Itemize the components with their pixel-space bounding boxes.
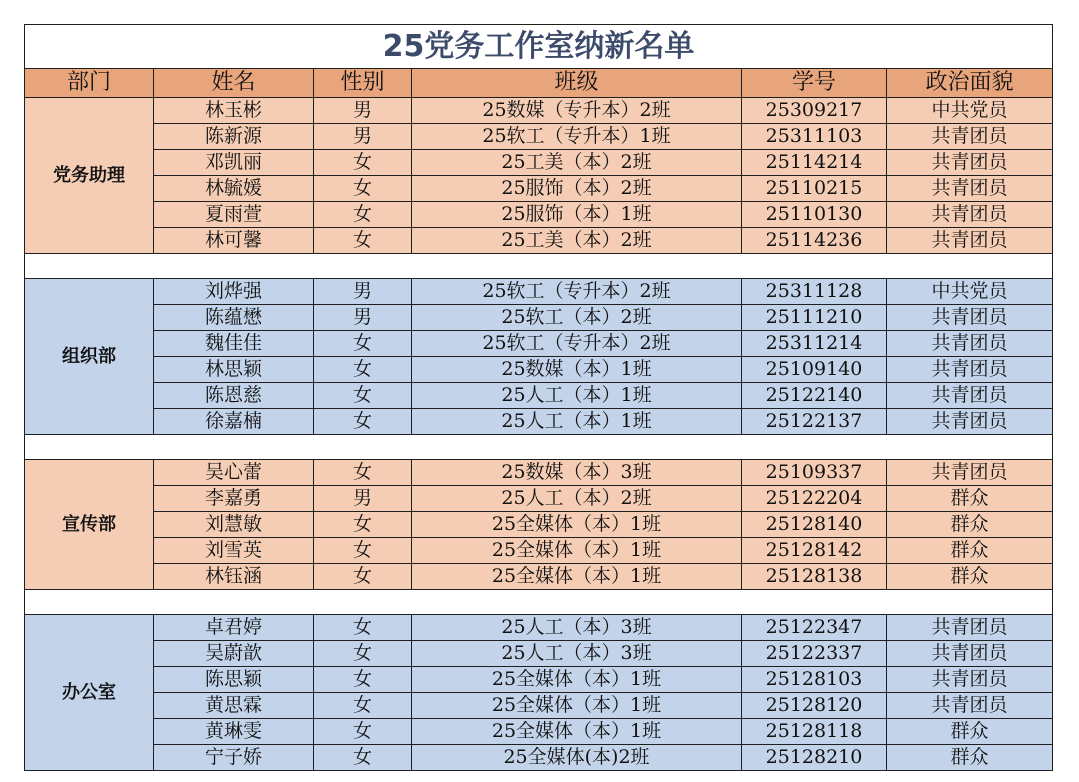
political-status-cell: 群众 <box>887 512 1053 538</box>
class-cell: 25人工（本）2班 <box>412 486 742 512</box>
name-cell: 刘雪英 <box>154 538 314 564</box>
class-cell: 25全媒体(本)2班 <box>412 745 742 771</box>
student-id-cell: 25128103 <box>742 667 887 693</box>
class-cell: 25工美（本）2班 <box>412 150 742 176</box>
political-status-cell: 共青团员 <box>887 460 1053 486</box>
table-row <box>25 202 1053 228</box>
student-id-cell: 25109337 <box>742 460 887 486</box>
political-status-cell: 共青团员 <box>887 228 1053 254</box>
gender-cell: 女 <box>314 331 412 357</box>
name-cell: 宁子娇 <box>154 745 314 771</box>
political-status-cell: 共青团员 <box>887 357 1053 383</box>
name-cell: 林思颖 <box>154 357 314 383</box>
class-cell: 25服饰（本）1班 <box>412 202 742 228</box>
political-status-cell: 共青团员 <box>887 202 1053 228</box>
student-id-cell: 25122347 <box>742 615 887 641</box>
table-row <box>25 564 1053 590</box>
gender-cell: 男 <box>314 305 412 331</box>
header-row <box>25 69 1053 98</box>
class-cell: 25全媒体（本）1班 <box>412 538 742 564</box>
student-id-cell: 25311103 <box>742 124 887 150</box>
name-cell: 吴心蕾 <box>154 460 314 486</box>
student-id-cell: 25128120 <box>742 693 887 719</box>
spacer-row <box>25 254 1053 279</box>
gender-cell: 男 <box>314 124 412 150</box>
gender-cell: 女 <box>314 383 412 409</box>
gender-cell: 女 <box>314 176 412 202</box>
table-row <box>25 641 1053 667</box>
dept-cell: 办公室 <box>25 615 154 771</box>
student-id-cell: 25114214 <box>742 150 887 176</box>
name-cell: 陈蕴懋 <box>154 305 314 331</box>
political-status-cell: 共青团员 <box>887 409 1053 435</box>
student-id-cell: 25311214 <box>742 331 887 357</box>
name-cell: 陈恩慈 <box>154 383 314 409</box>
student-id-cell: 25122137 <box>742 409 887 435</box>
name-cell: 黄思霖 <box>154 693 314 719</box>
gender-cell: 女 <box>314 409 412 435</box>
class-cell: 25人工（本）3班 <box>412 641 742 667</box>
table-row <box>25 331 1053 357</box>
name-cell: 李嘉勇 <box>154 486 314 512</box>
name-cell: 林可馨 <box>154 228 314 254</box>
table-row <box>25 176 1053 202</box>
student-id-cell: 25128142 <box>742 538 887 564</box>
gender-cell: 女 <box>314 564 412 590</box>
student-id-cell: 25128138 <box>742 564 887 590</box>
political-status-cell: 共青团员 <box>887 693 1053 719</box>
class-cell: 25服饰（本）2班 <box>412 176 742 202</box>
name-cell: 邓凯丽 <box>154 150 314 176</box>
gender-cell: 女 <box>314 228 412 254</box>
class-cell: 25全媒体（本）1班 <box>412 667 742 693</box>
class-cell: 25数媒（专升本）2班 <box>412 98 742 124</box>
name-cell: 陈思颖 <box>154 667 314 693</box>
class-cell: 25全媒体（本）1班 <box>412 564 742 590</box>
gender-cell: 女 <box>314 667 412 693</box>
class-cell: 25软工（专升本）2班 <box>412 279 742 305</box>
table-row <box>25 486 1053 512</box>
gender-cell: 女 <box>314 512 412 538</box>
class-cell: 25软工（本）2班 <box>412 305 742 331</box>
header-dept: 部门 <box>25 69 154 98</box>
title-row <box>25 25 1053 69</box>
sheet-title: 25党务工作室纳新名单 <box>25 25 1053 69</box>
student-id-cell: 25128118 <box>742 719 887 745</box>
student-id-cell: 25122140 <box>742 383 887 409</box>
header-name: 姓名 <box>154 69 314 98</box>
political-status-cell: 群众 <box>887 564 1053 590</box>
table-row <box>25 719 1053 745</box>
gender-cell: 男 <box>314 486 412 512</box>
name-cell: 陈新源 <box>154 124 314 150</box>
class-cell: 25全媒体（本）1班 <box>412 512 742 538</box>
gender-cell: 女 <box>314 693 412 719</box>
political-status-cell: 共青团员 <box>887 150 1053 176</box>
name-cell: 林玉彬 <box>154 98 314 124</box>
class-cell: 25数媒（本）3班 <box>412 460 742 486</box>
spacer-cell <box>25 435 1053 460</box>
student-id-cell: 25122204 <box>742 486 887 512</box>
political-status-cell: 共青团员 <box>887 305 1053 331</box>
roster-table <box>24 24 1053 771</box>
student-id-cell: 25110130 <box>742 202 887 228</box>
political-status-cell: 中共党员 <box>887 279 1053 305</box>
class-cell: 25软工（专升本）1班 <box>412 124 742 150</box>
table-row <box>25 409 1053 435</box>
student-id-cell: 25114236 <box>742 228 887 254</box>
table-row <box>25 383 1053 409</box>
gender-cell: 男 <box>314 279 412 305</box>
political-status-cell: 共青团员 <box>887 383 1053 409</box>
header-class: 班级 <box>412 69 742 98</box>
political-status-cell: 共青团员 <box>887 667 1053 693</box>
table-row <box>25 538 1053 564</box>
gender-cell: 女 <box>314 641 412 667</box>
student-id-cell: 25128210 <box>742 745 887 771</box>
political-status-cell: 共青团员 <box>887 641 1053 667</box>
name-cell: 徐嘉楠 <box>154 409 314 435</box>
spacer-cell <box>25 590 1053 615</box>
gender-cell: 女 <box>314 357 412 383</box>
student-id-cell: 25309217 <box>742 98 887 124</box>
name-cell: 刘慧敏 <box>154 512 314 538</box>
table-row <box>25 279 1053 305</box>
header-gender: 性别 <box>314 69 412 98</box>
class-cell: 25全媒体（本）1班 <box>412 719 742 745</box>
political-status-cell: 共青团员 <box>887 615 1053 641</box>
gender-cell: 男 <box>314 98 412 124</box>
student-id-cell: 25109140 <box>742 357 887 383</box>
student-id-cell: 25311128 <box>742 279 887 305</box>
table-row <box>25 667 1053 693</box>
gender-cell: 女 <box>314 615 412 641</box>
student-id-cell: 25128140 <box>742 512 887 538</box>
table-row <box>25 745 1053 771</box>
political-status-cell: 群众 <box>887 745 1053 771</box>
political-status-cell: 共青团员 <box>887 331 1053 357</box>
gender-cell: 女 <box>314 150 412 176</box>
name-cell: 吴蔚歆 <box>154 641 314 667</box>
gender-cell: 女 <box>314 460 412 486</box>
dept-cell: 党务助理 <box>25 98 154 254</box>
table-row <box>25 693 1053 719</box>
table-row <box>25 124 1053 150</box>
gender-cell: 女 <box>314 538 412 564</box>
spacer-cell <box>25 254 1053 279</box>
political-status-cell: 共青团员 <box>887 124 1053 150</box>
table-row <box>25 305 1053 331</box>
political-status-cell: 中共党员 <box>887 98 1053 124</box>
name-cell: 夏雨萱 <box>154 202 314 228</box>
political-status-cell: 群众 <box>887 719 1053 745</box>
name-cell: 林钰涵 <box>154 564 314 590</box>
gender-cell: 女 <box>314 202 412 228</box>
political-status-cell: 共青团员 <box>887 176 1053 202</box>
table-row <box>25 98 1053 124</box>
name-cell: 刘烨强 <box>154 279 314 305</box>
name-cell: 林毓媛 <box>154 176 314 202</box>
table-row <box>25 357 1053 383</box>
class-cell: 25软工（专升本）2班 <box>412 331 742 357</box>
class-cell: 25全媒体（本）1班 <box>412 693 742 719</box>
name-cell: 魏佳佳 <box>154 331 314 357</box>
spacer-row <box>25 435 1053 460</box>
gender-cell: 女 <box>314 745 412 771</box>
class-cell: 25人工（本）1班 <box>412 409 742 435</box>
table-row <box>25 150 1053 176</box>
table-row <box>25 615 1053 641</box>
header-student-id: 学号 <box>742 69 887 98</box>
table-row <box>25 460 1053 486</box>
student-id-cell: 25110215 <box>742 176 887 202</box>
dept-cell: 宣传部 <box>25 460 154 590</box>
header-political-status: 政治面貌 <box>887 69 1053 98</box>
name-cell: 卓君婷 <box>154 615 314 641</box>
class-cell: 25工美（本）2班 <box>412 228 742 254</box>
political-status-cell: 群众 <box>887 538 1053 564</box>
student-id-cell: 25122337 <box>742 641 887 667</box>
dept-cell: 组织部 <box>25 279 154 435</box>
class-cell: 25人工（本）1班 <box>412 383 742 409</box>
name-cell: 黄琳雯 <box>154 719 314 745</box>
class-cell: 25人工（本）3班 <box>412 615 742 641</box>
gender-cell: 女 <box>314 719 412 745</box>
spacer-row <box>25 590 1053 615</box>
table-row <box>25 228 1053 254</box>
class-cell: 25数媒（本）1班 <box>412 357 742 383</box>
student-id-cell: 25111210 <box>742 305 887 331</box>
political-status-cell: 群众 <box>887 486 1053 512</box>
table-row <box>25 512 1053 538</box>
